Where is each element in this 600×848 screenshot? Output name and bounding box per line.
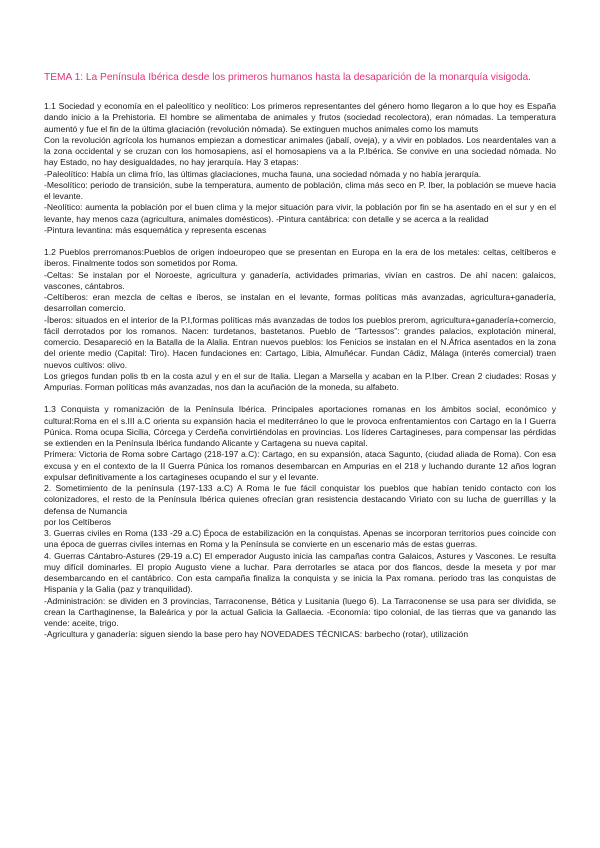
paragraph: Los griegos fundan polis tb en la costa azul y en el sur de Italia. Llegan a Marsella y acaban en la P.Iber. Crean 2 ciudades: Rosas y Ampurias. Forman políticas más avanzadas, nos dan la acuñación de la moneda, su alfabeto.	[44, 370, 556, 392]
paragraph: Con la revolución agrícola los humanos empiezan a domesticar animales (jabalí, oveja), y a vivir en poblados. Los neardentales van a la zona occidental y se cruzan con los homosapiens, así el homosapiens va a la P.Ibérica. Se convive en una sociedad nómada. No hay Estado, no hay desigualdades, no hay jerarquía. Hay 3 etapas:	[44, 134, 556, 168]
paragraph: -Neolítico: aumenta la población por el buen clima y la mejor situación para vivir, la población por fin se ha asentado en el sur y en el levante, hay menos caza (agricultura, animales domésticos). -Pintura cantábrica: con detalle y se acerca a la realidad	[44, 202, 556, 224]
paragraph: -Administración: se dividen en 3 provincias, Tarraconense, Bética y Lusitania (luego 6). La Tarraconense se usa para ser dividida, se crean la Carthaginense, la Baleárica y por la actual Galicia la Gallaecia. -Economía: tipo colonial, de las tierras que va ganando las vende: aceite, trigo.	[44, 595, 556, 628]
paragraph: 1.1 Sociedad y economía en el paleolítico y neolítico: Los primeros representantes del género homo llegaron a lo que hoy es España dando inicio a la Prehistoria. El hombre se alimentaba de animales y frutos (sociedad recolectora), eran nómadas. La temperatura aumentó y fue el fin de la última glaciación (revolución nómada). Se extinguen muchos animales como los mamuts	[44, 101, 556, 134]
paragraph: por los Celtíberos	[44, 516, 111, 527]
paragraph: 4. Guerras Cántabro-Astures (29-19 a.C) El emperador Augusto inicia las campañas contra Galaicos, Astures y Vascones. Le resulta muy difícil dominarles. El propio Augusto viene a luchar. Para derrotarles se ataca por dos flancos, desde la meseta y por mar desembarcando en el cantábrico. Con esta campaña finaliza la conquista y se inicia la Pax romana. periodo tras las conquistas de Hispania y la Galia (paz y tranquilidad).	[44, 550, 556, 595]
paragraph: -Celtíberos: eran mezcla de celtas e íberos, se instalan en el levante, formas políticas más avanzadas, agricultura+ganadería, desarrollan comercio.	[44, 292, 556, 314]
paragraph: 1.2 Pueblos prerromanos:Pueblos de origen indoeuropeo que se presentan en Europa en la era de los metales: celtas, celtíberos e íberos. Finalmente todos son sometidos por Roma.	[44, 247, 556, 269]
document-title: TEMA 1: La Península Ibérica desde los primeros humanos hasta la desaparición de la monarquía visigoda.	[44, 72, 532, 83]
paragraph: Primera: Victoria de Roma sobre Cartago (218-197 a.C): Cartago, en su expansión, ataca Sagunto, (ciudad aliada de Roma). Con esa excusa y en el contexto de la II Guerra Púnica los romanos desembarcan en Ampurias en el 218 y luchando durante 12 años logran expulsar definitivamente a los cartagineses ocupando el sur y el levante.	[44, 449, 556, 482]
paragraph: 3. Guerras civiles en Roma (133 -29 a.C) Época de estabilización en la conquistas. Apenas se incorporan territorios pues coincide con una época de guerras civiles internas en Roma y la Península se convierte en un escenario más de estas guerras.	[44, 528, 556, 550]
paragraph: 1.3 Conquista y romanización de la Península Ibérica. Principales aportaciones romanas en los ámbitos social, económico y cultural:Roma en el s.III a.C orienta su expansión hacia el mediterráneo lo que le provoca enfrentamientos con Cartago en la I Guerra Púnica. Roma ocupa Sicilia, Córcega y Cerdeña convirtiéndolas en provincias. Los líderes Cartagineses, para compensar las pérdidas se extienden en la Península Ibérica fundando Alicante y Cartagena su nueva capital.	[44, 404, 556, 448]
paragraph: 2. Sometimiento de la península (197-133 a.C) A Roma le fue fácil conquistar los pueblos que habían tenido contacto con los colonizadores, el resto de la Península Ibérica quienes ofrecían gran resistencia destacando Viriato con su lucha de guerrillas y la defensa de Numancia	[44, 483, 556, 516]
paragraph: -Agricultura y ganadería: siguen siendo la base pero hay NOVEDADES TÉCNICAS: barbecho (rotar), utilización	[44, 629, 469, 640]
paragraph: -Mesolítico: periodo de transición, sube la temperatura, aumento de población, clima más seco en P. Iber, la población se mueve hacia el levante.	[44, 179, 556, 201]
paragraph: -Celtas: Se instalan por el Noroeste, agricultura y ganadería, actividades primarias, vivían en castros. De ahí nacen: galaicos, vascones, cántabros.	[44, 269, 556, 291]
paragraph: -Íberos: situados en el interior de la P.I,formas políticas más avanzadas de todos los pueblos prerom, agricultura+ganadería+comercio, fácil derrotados por los romanos. Nacen: turdetanos, bastetanos. Pueblo de “Tartessos”: grandes palacios, explotación mineral, comercio. Desapareció en la Batalla de la Alalia. Entran nuevos pueblos: los Fenicios se instalan en el N.África asentados en la zona del oriente medio (Capital: Tiro). Hacen fundaciones en: Cartago, Libia, Almuñécar. Fundan Cádiz, Málaga (interés comercial) traen nuevos cultivos: olivo.	[44, 314, 556, 370]
paragraph: -Pintura levantina: más esquemática y representa escenas	[44, 224, 267, 235]
section-sociedad-economia	[44, 101, 556, 236]
paragraph: -Paleolítico: Había un clima frío, las últimas glaciaciones, mucha fauna, una sociedad nómada y no había jerarquía.	[44, 168, 482, 179]
section-pueblos-prerromanos	[44, 247, 556, 393]
section-conquista-romanizacion	[44, 404, 556, 640]
